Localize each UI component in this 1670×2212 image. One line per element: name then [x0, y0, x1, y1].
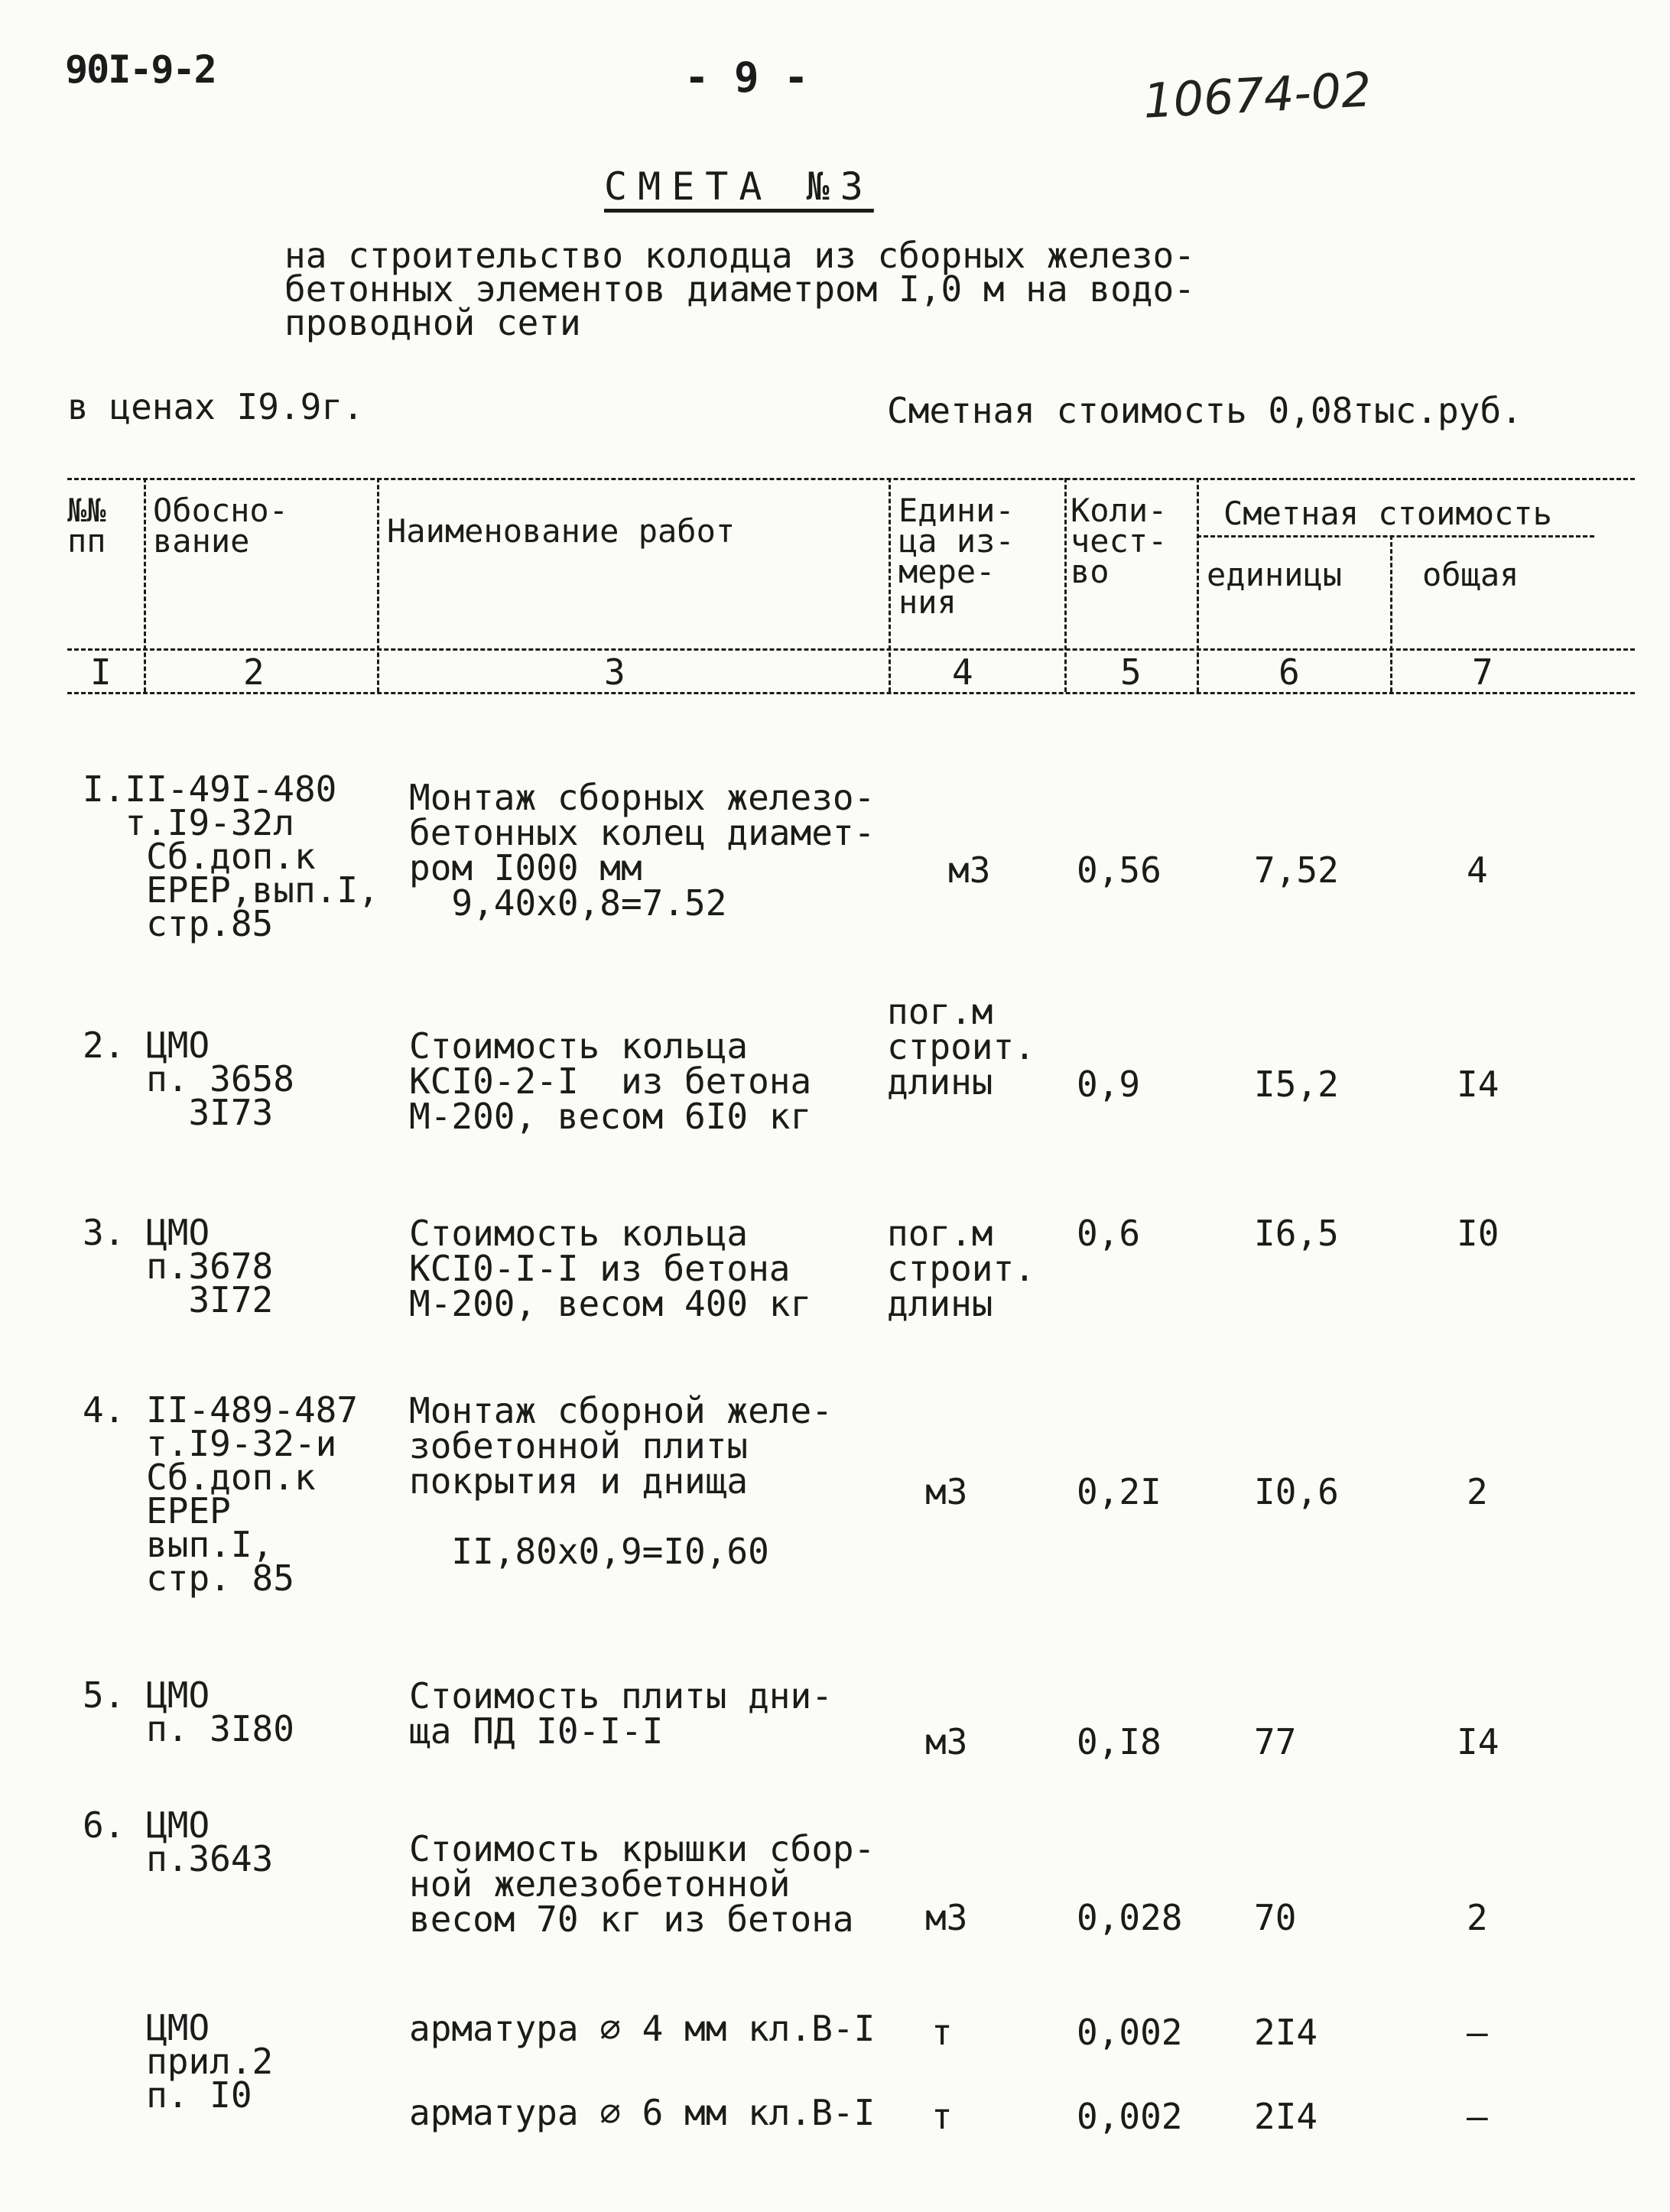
row2-total: I4 — [1457, 1064, 1499, 1105]
row1-name: Монтаж сборных железо- бетонных колец диамет- ром I000 мм 9,40х0,8=7.52 — [409, 777, 876, 924]
header-divider-2 — [377, 478, 379, 692]
header-divider-1 — [144, 478, 146, 692]
column-number: 5 — [1120, 651, 1142, 693]
row4-name: Монтаж сборной желе- зобетонной плиты покрытия и днища II,80х0,9=I0,60 — [409, 1390, 833, 1572]
row1-unit: м3 — [948, 849, 991, 891]
row4-total: 2 — [1467, 1471, 1488, 1512]
row5-basis: 5. ЦМО п. 3I80 — [83, 1674, 294, 1749]
column-number: I — [90, 651, 112, 693]
row5-price: 77 — [1254, 1721, 1297, 1762]
row4-unit: м3 — [925, 1471, 968, 1512]
handwritten-number: 10674-02 — [1142, 61, 1373, 129]
row2-qty: 0,9 — [1077, 1064, 1141, 1105]
column-number: 6 — [1278, 651, 1300, 693]
header-divider-4 — [1064, 478, 1067, 692]
row6-total: 2 — [1467, 1897, 1488, 1938]
page-number: - 9 - — [684, 54, 809, 102]
header-cost: Сметная стоимость — [1223, 495, 1552, 532]
row8-qty: 0,002 — [1077, 2096, 1183, 2137]
row7-price: 2I4 — [1254, 2012, 1318, 2053]
document-title: СМЕТА №3 — [604, 164, 874, 209]
header-cost-unit: единицы — [1207, 556, 1343, 593]
column-number: 2 — [243, 651, 265, 693]
header-rule-top — [67, 478, 1635, 480]
row3-name: Стоимость кольца КСI0-I-I из бетона М-200, весом 400 кг — [409, 1213, 812, 1324]
row4-basis: 4. II-489-487 т.I9-32-и Сб.доп.к ЕРЕР вып.I, стр. 85 — [83, 1389, 359, 1599]
row5-name: Стоимость плиты дни- ща ПД I0-I-I — [409, 1675, 833, 1752]
row2-price: I5,2 — [1254, 1064, 1339, 1105]
header-num: №№ пп — [67, 492, 106, 560]
row5-unit: м3 — [925, 1721, 968, 1762]
header-qty: Коли- чест- во — [1071, 492, 1168, 590]
row2-basis: 2. ЦМО п. 3658 3I73 — [83, 1025, 294, 1133]
row3-basis: 3. ЦМО п.3678 3I72 — [83, 1212, 274, 1320]
column-number: 3 — [604, 651, 625, 693]
row4-price: I0,6 — [1254, 1471, 1339, 1512]
row3-total: I0 — [1457, 1213, 1499, 1254]
row7-total: – — [1467, 2012, 1488, 2053]
row7-qty: 0,002 — [1077, 2012, 1183, 2053]
row1-price: 7,52 — [1254, 849, 1339, 891]
row2-unit: пог.м строит. длины — [887, 991, 1035, 1103]
row1-total: 4 — [1467, 849, 1488, 891]
header-divider-6 — [1390, 535, 1392, 692]
column-number: 7 — [1472, 651, 1493, 693]
row3-unit: пог.м строит. длины — [887, 1213, 1035, 1324]
header-rule-bottom — [67, 692, 1635, 694]
row5-total: I4 — [1457, 1721, 1499, 1762]
row6-basis: 6. ЦМО п.3643 — [83, 1804, 274, 1879]
header-divider-5 — [1197, 478, 1199, 692]
column-number: 4 — [952, 651, 973, 693]
row6-unit: м3 — [925, 1897, 968, 1938]
row6-qty: 0,028 — [1077, 1897, 1183, 1938]
header-cost-total: общая — [1422, 556, 1519, 593]
total-cost: Сметная стоимость 0,08тыс.руб. — [887, 390, 1522, 431]
row8-name: арматура ∅ 6 мм кл.В-I — [409, 2092, 876, 2133]
header-rule-mid — [67, 648, 1635, 651]
row7-name: арматура ∅ 4 мм кл.В-I — [409, 2008, 876, 2049]
row3-price: I6,5 — [1254, 1213, 1339, 1254]
row8-total: – — [1467, 2096, 1488, 2137]
row6-price: 70 — [1254, 1897, 1297, 1938]
document-code: 90I-9-2 — [65, 47, 216, 92]
row1-basis: I.II-49I-480 т.I9-32л Сб.доп.к ЕРЕР,вып.I, стр.85 — [83, 768, 379, 944]
header-rule-cost — [1197, 535, 1594, 538]
row7-unit: т — [931, 2012, 953, 2053]
header-divider-3 — [889, 478, 891, 692]
row7-basis: ЦМО прил.2 п. I0 — [146, 2007, 274, 2116]
header-basis: Обосно- вание — [153, 492, 289, 560]
row4-qty: 0,2I — [1077, 1471, 1162, 1512]
row6-name: Стоимость крышки сбор- ной железобетонной весом 70 кг из бетона — [409, 1828, 876, 1940]
row2-name: Стоимость кольца КСI0-2-I из бетона М-200, весом 6I0 кг — [409, 1025, 812, 1137]
row3-qty: 0,6 — [1077, 1213, 1141, 1254]
document-subtitle: на строительство колодца из сборных железо- бетонных элементов диаметром I,0 м на водо- проводной сети — [284, 235, 1195, 343]
row1-qty: 0,56 — [1077, 849, 1162, 891]
row8-unit: т — [931, 2096, 953, 2137]
row8-price: 2I4 — [1254, 2096, 1318, 2137]
header-unit: Едини- ца из- мере- ния — [898, 492, 1015, 621]
row5-qty: 0,I8 — [1077, 1721, 1162, 1762]
prices-note: в ценах I9.9г. — [67, 386, 364, 427]
header-name: Наименование работ — [387, 512, 736, 550]
